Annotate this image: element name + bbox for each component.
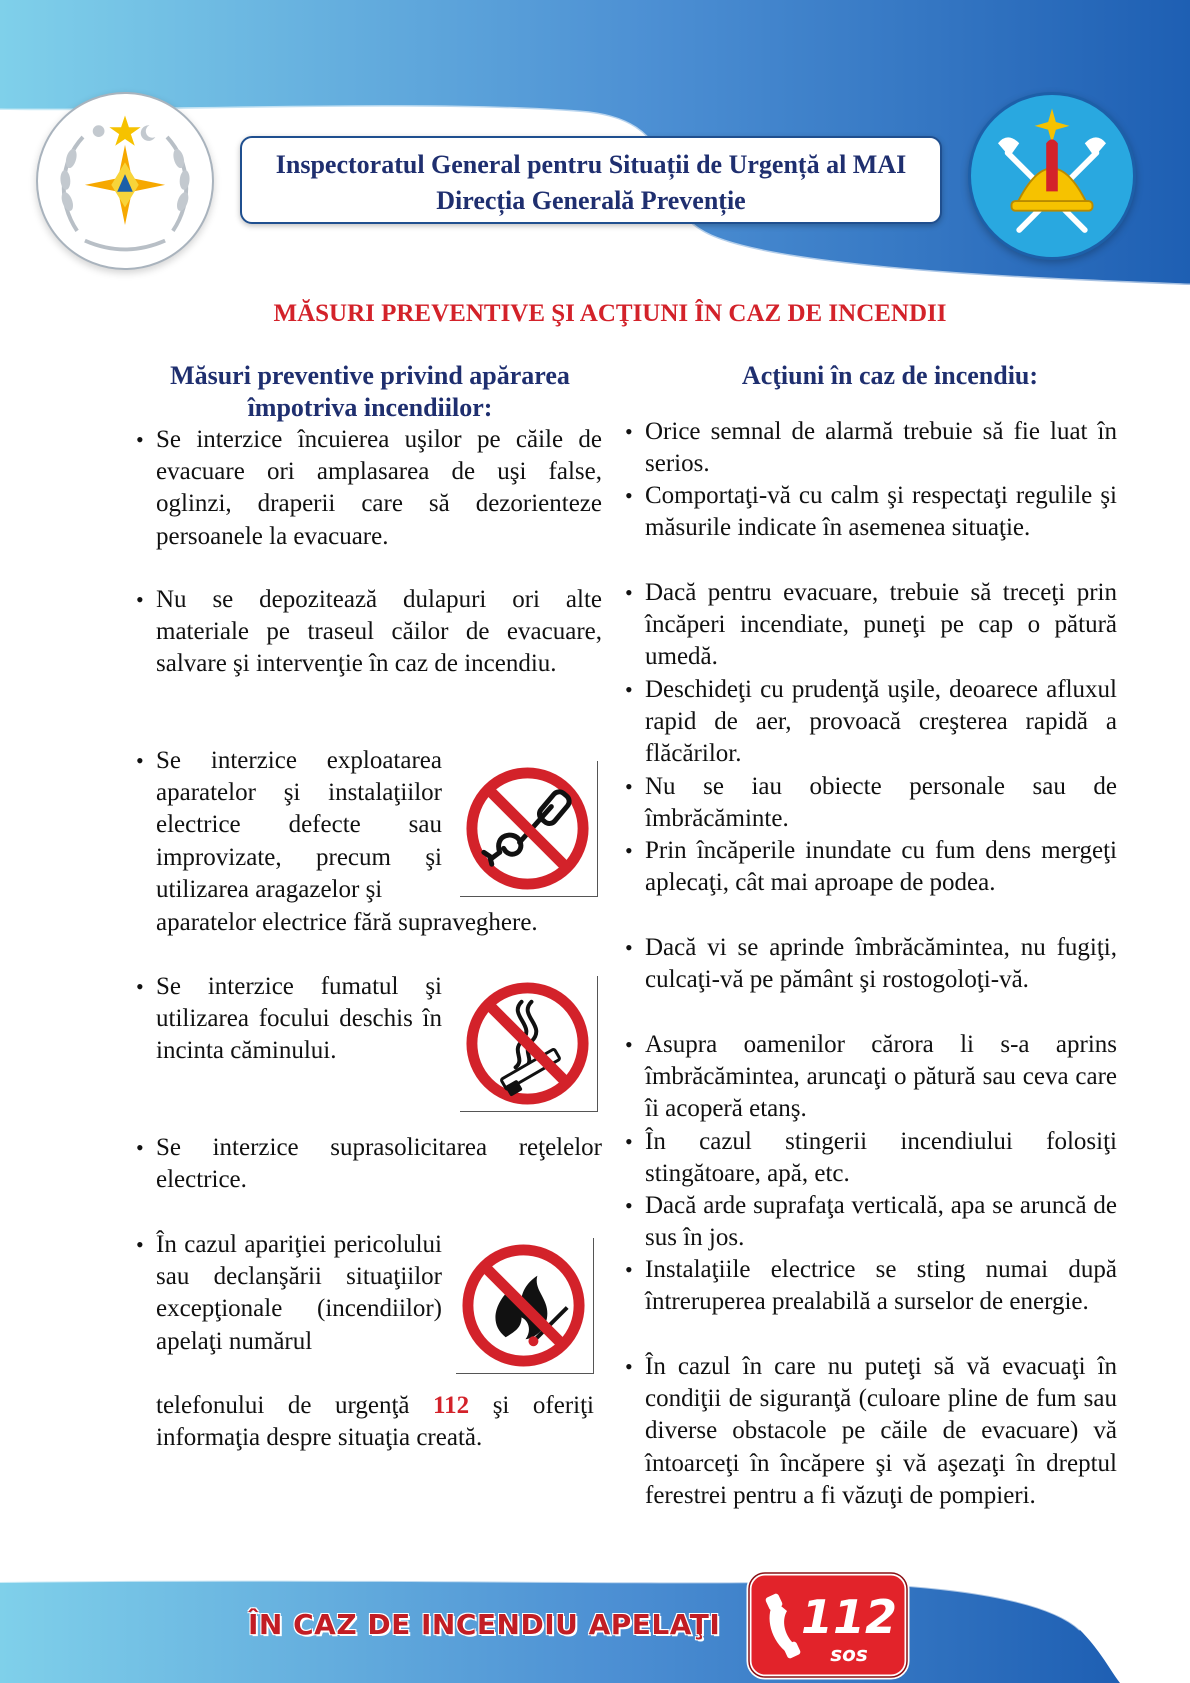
list-item: • Orice semnal de alarmă trebuie să fie luat în serios. xyxy=(645,416,1117,480)
list-item-continuation xyxy=(156,1390,594,1454)
list-item: • Dacă arde suprafaţa verticală, apa se aruncă de sus în jos. xyxy=(645,1190,1117,1254)
list-item: • Se interzice încuierea uşilor pe căile de evacuare ori amplasarea de uşi false, oglinzi, draperii care să dezorienteze persoanele la evacuare. xyxy=(156,424,602,553)
organization-name: Inspectoratul General pentru Situații de Urgență al MAI xyxy=(275,150,907,179)
list-item-continuation: aparatelor electrice fără supraveghere. xyxy=(156,909,538,936)
emergency-text: telefonului de urgenţă xyxy=(156,1392,410,1419)
list-item: • Deschideţi cu prudenţă uşile, deoarece afluxul rapid de aer, provoacă creşterea rapidă a flăcărilor. xyxy=(645,674,1117,771)
organization-title-box xyxy=(240,136,942,224)
list-item: • În cazul stingerii incendiului folosiţi stingătoare, apă, etc. xyxy=(645,1126,1117,1190)
badge-number: 112 xyxy=(800,1590,898,1644)
list-item: • Dacă vi se aprinde îmbrăcămintea, nu fugiţi, culcaţi-vă pe pământ şi rostogoloţi-vă. xyxy=(645,932,1117,996)
list-item: • În cazul în care nu puteţi să vă evacuaţi în condiţii de siguranţă (culoare pline de fum sau diverse obstacole pe căile de evacuare) vă întoarceţi în încăpere şi vă aşezaţi în dreptul ferestrei pentru a fi văzuţi de pompieri. xyxy=(645,1351,1117,1512)
no-open-flame-icon xyxy=(456,1238,594,1374)
list-item: • Se interzice suprasolicitarea reţelelor electrice. xyxy=(156,1132,602,1196)
emergency-number: 112 xyxy=(433,1392,470,1419)
no-electric-appliance-icon xyxy=(460,761,598,897)
no-smoking-icon xyxy=(460,976,598,1112)
badge-sos: sos xyxy=(830,1642,868,1666)
list-item: • Nu se depozitează dulapuri ori alte materiale pe traseul căilor de evacuare, salvare şi intervenţie în caz de incendiu. xyxy=(156,584,602,681)
department-name: Direcția Generală Prevenție xyxy=(436,186,746,215)
list-item: • Instalaţiile electrice se sting numai după întreruperea prealabilă a surselor de energie. xyxy=(645,1254,1117,1318)
list-item: • Comportaţi-vă cu calm şi respectaţi regulile şi măsurile indicate în asemenea situaţie. xyxy=(645,480,1117,544)
list-item: • Se interzice exploatarea aparatelor şi instalaţiilor electrice defecte sau improvizate, precum şi utilizarea aragazelor şi xyxy=(156,745,442,906)
left-title-line1: Măsuri preventive privind apărarea xyxy=(170,361,570,390)
star-emblem-icon xyxy=(36,92,214,270)
firefighter-emblem-icon xyxy=(968,92,1136,260)
list-item: • Prin încăperile inundate cu fum dens mergeţi aplecaţi, cât mai aproape de podea. xyxy=(645,835,1117,899)
left-title-line2: împotriva incendiilor: xyxy=(247,393,493,422)
right-column-title: Acţiuni în caz de incendiu: xyxy=(741,361,1039,390)
emergency-112-badge[interactable] xyxy=(745,1567,911,1683)
list-item: • Nu se iau obiecte personale sau de îmbrăcăminte. xyxy=(645,771,1117,835)
page-title: MĂSURI PREVENTIVE ŞI ACŢIUNI ÎN CAZ DE INCENDII xyxy=(273,300,947,327)
list-item: • Asupra oamenilor cărora li s-a aprins îmbrăcămintea, aruncaţi o pătură sau ceva care îi acoperă etanş. xyxy=(645,1029,1117,1126)
left-column-title xyxy=(140,360,600,424)
list-item: • În cazul apariţiei pericolului sau declanşării situaţiilor excepţionale (incendiilor) apelaţi numărul xyxy=(156,1229,442,1358)
emergency-text-end: şi oferiţi informaţia despre situaţia creată. xyxy=(156,1392,594,1451)
footer-call-text: ÎN CAZ DE INCENDIU APELAŢI xyxy=(248,1608,721,1641)
list-item: • Dacă pentru evacuare, trebuie să treceţi prin încăperi incendiate, puneţi pe cap o pătură umedă. xyxy=(645,577,1117,674)
list-item: • Se interzice fumatul şi utilizarea focului deschis în incinta căminului. xyxy=(156,971,442,1068)
